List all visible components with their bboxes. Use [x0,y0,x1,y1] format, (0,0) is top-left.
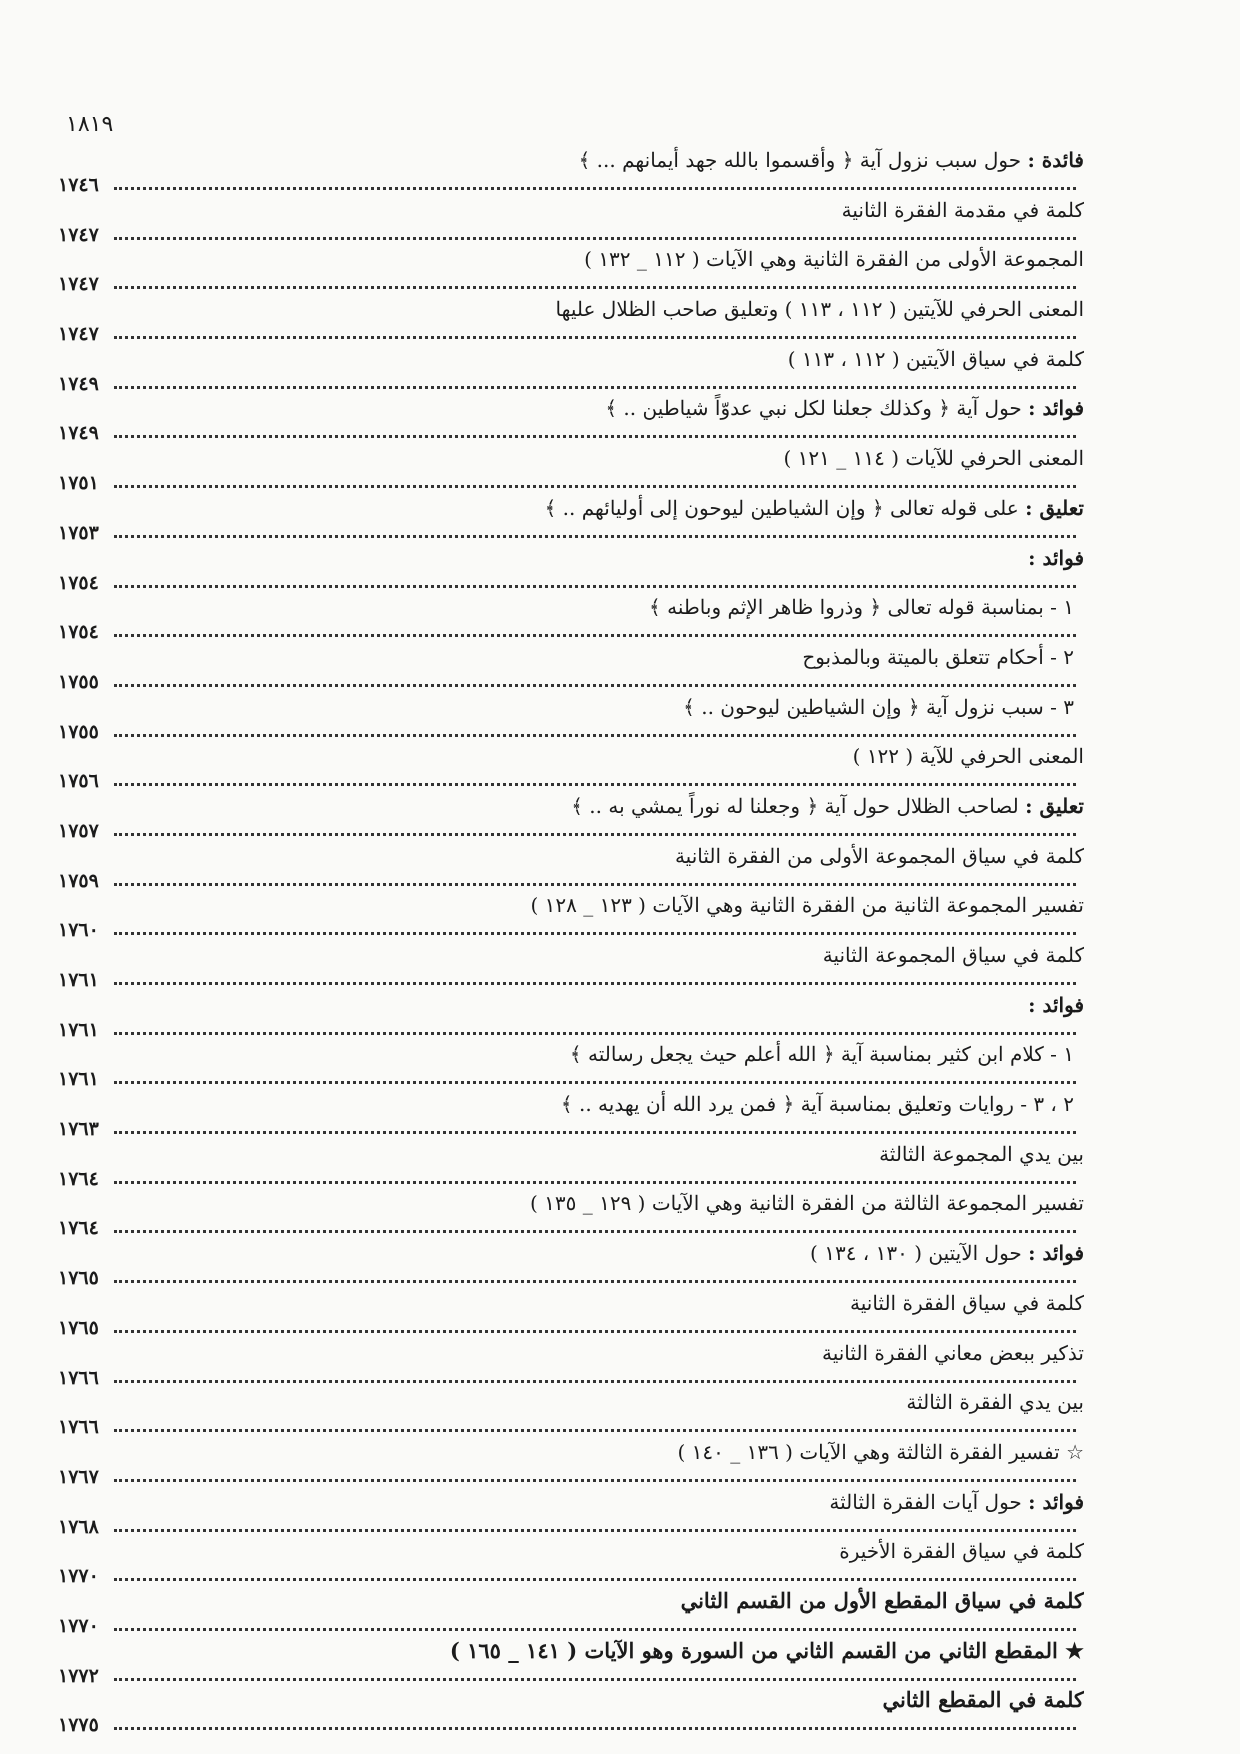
toc-entry [58,1686,1084,1736]
dot-leader [114,1081,1076,1084]
toc-entry-page-number: ١٧٦٤ [58,1167,99,1190]
toc-entry-title [58,1537,1084,1565]
toc-entry-leader [58,572,1084,594]
toc-entry-title [58,1686,1084,1714]
toc-entry [58,1438,1084,1488]
toc-entry-leader [58,224,1084,246]
dot-leader [114,237,1076,240]
toc-entry-page-number: ١٧٥٤ [58,621,99,644]
toc-entry-leader [58,1615,1084,1637]
toc-entry [58,693,1084,743]
dot-leader [114,1032,1076,1035]
toc-entry-text: ١ - كلام ابن كثير بمناسبة آية ﴿ الله أعلم حيث يجعل رسالته ﴾ [569,1042,1074,1067]
toc-entry-title [58,1140,1084,1168]
toc-entry-text: كلمة في سياق الفقرة الأخيرة [839,1539,1084,1564]
toc-entry-title [58,1637,1084,1665]
toc-entry-label: تعليق : [1025,495,1084,520]
toc-entry-leader [58,969,1084,991]
dot-leader [114,932,1076,935]
toc-entry-title [58,593,1074,621]
toc-entry-page-number: ١٧٧٢ [58,1664,99,1687]
dot-leader [114,187,1076,190]
toc-entry-page-number: ١٧٧٠ [58,1565,99,1588]
toc-entry-page-number: ١٧٥٣ [58,521,99,544]
toc-entry [58,345,1084,395]
toc-entry [58,792,1084,842]
toc-entry-text: المجموعة الأولى من الفقرة الثانية وهي الآيات ( ١١٢ _ ١٣٢ ) [584,247,1084,272]
toc-entry-title [58,1289,1084,1317]
toc-entry [58,842,1084,892]
toc-entry-page-number: ١٧٥١ [58,472,99,495]
toc-entry-title [58,544,1084,572]
toc-entry [58,245,1084,295]
dot-leader [114,634,1076,637]
toc-entry-text: بين يدي الفقرة الثالثة [906,1390,1084,1415]
dot-leader [114,1727,1076,1730]
toc-entry-page-number: ١٧٦٥ [58,1316,99,1339]
toc-entry-leader [58,1565,1084,1587]
toc-entry-text: تذكير ببعض معاني الفقرة الثانية [821,1340,1084,1365]
toc-entry [58,295,1084,345]
dot-leader [114,535,1076,538]
toc-entry-label: فوائد : [1028,992,1084,1017]
toc-entry-title [58,742,1084,770]
dot-leader [114,1529,1076,1532]
toc-entry-title [58,245,1084,273]
toc-entry-label: فائدة : [1027,148,1084,172]
toc-entry [58,1388,1084,1438]
toc-entry-label: تعليق : [1025,793,1084,818]
toc-entry-leader [58,870,1084,892]
toc-entry-text: تفسير المجموعة الثالثة من الفقرة الثانية وهي الآيات ( ١٢٩ _ ١٣٥ ) [529,1191,1084,1216]
toc-entry-title [58,1388,1084,1416]
toc-entry-leader [58,770,1084,792]
toc-entry [58,146,1084,196]
toc-entry-page-number: ١٧٤٩ [58,372,99,395]
toc-entry [58,196,1084,246]
toc-entry [58,1189,1084,1239]
toc-entry [58,1040,1084,1090]
dot-leader [114,883,1076,886]
toc-entry-leader [58,1665,1084,1687]
toc-entry-text: على قوله تعالى ﴿ وإن الشياطين ليوحون إلى أوليائهم .. ﴾ [544,495,1026,520]
toc-entry-page-number: ١٧٦١ [58,969,99,991]
toc-entry-page-number: ١٧٦٦ [58,1416,99,1439]
toc-entry-title [58,1090,1074,1118]
toc-entry-title [58,991,1084,1019]
toc-entry-page-number: ١٧٥٧ [58,819,99,842]
toc-entry-leader [58,1516,1084,1538]
toc-entry-text: ١ - بمناسبة قوله تعالى ﴿ وذروا ظاهر الإثم وباطنه ﴾ [649,595,1074,620]
toc-entry-page-number: ١٧٦٦ [58,1366,99,1389]
toc-entry-leader [58,1367,1084,1389]
toc-entry-title [58,1587,1084,1615]
toc-entry-title [58,146,1084,174]
toc-entry-leader [58,1217,1084,1239]
toc-entry-text: ٣ - سبب نزول آية ﴿ وإن الشياطين ليوحون .. ﴾ [683,694,1074,719]
toc-entry-text: كلمة في سياق الفقرة الثانية [850,1290,1084,1315]
toc-entry-text: ٢ - أحكام تتعلق بالميتة وبالمذبوح [802,644,1074,669]
toc-entry-leader [58,472,1084,494]
dot-leader [114,833,1076,836]
toc-entry [58,394,1084,444]
toc-entry-page-number: ١٧٧٠ [58,1614,99,1637]
dot-leader [114,1230,1076,1233]
toc-entry-leader [58,422,1084,444]
toc-entry-page-number: ١٧٤٧ [58,223,99,246]
toc-entry-leader [58,1416,1084,1438]
dot-leader [114,783,1076,786]
toc-entry-leader [58,1714,1084,1736]
toc-entry-label: فوائد : [1028,396,1084,421]
toc-entry-text: حول آيات الفقرة الثالثة [829,1489,1029,1514]
dot-leader [114,684,1076,687]
dot-leader [114,286,1076,289]
toc-entry [58,1637,1084,1687]
toc-entry [58,1239,1084,1289]
toc-entry [58,1537,1084,1587]
dot-leader [114,734,1076,737]
toc-entry-page-number: ١٧٦١ [58,1068,99,1091]
toc-entry-page-number: ١٧٦٧ [58,1465,99,1488]
toc-entry-text: كلمة في سياق المجموعة الثانية [822,943,1084,967]
toc-entry-page-number: ١٧٦٣ [58,1118,99,1141]
toc-entry-leader [58,373,1084,395]
toc-entry-title [58,394,1084,422]
toc-entry [58,1587,1084,1637]
dot-leader [114,1578,1076,1581]
toc-entry-title [58,1438,1084,1466]
toc-entry-page-number: ١٧٦١ [58,1018,99,1041]
toc-entry [58,1339,1084,1389]
dot-leader [114,1678,1076,1681]
toc-entry-page-number: ١٧٦٤ [58,1217,99,1240]
toc-entry-leader [58,721,1084,743]
toc-entry-leader [58,522,1084,544]
toc-entry-text: كلمة في المقطع الثاني [882,1687,1084,1713]
toc-entry-leader [58,1466,1084,1488]
toc-entry-title [58,842,1084,870]
toc-entry-leader [58,174,1084,196]
toc-entry-page-number: ١٧٦٨ [58,1515,99,1538]
toc-entry [58,891,1084,941]
toc-entry-leader [58,671,1084,693]
toc-entry-title [58,1189,1084,1217]
toc-entry-leader [58,919,1084,941]
dot-leader [114,1380,1076,1383]
toc-entry-leader [58,621,1084,643]
toc-entry-text: المعنى الحرفي للآيتين ( ١١٢ ، ١١٣ ) وتعليق صاحب الظلال عليها [555,297,1084,322]
toc-entry [58,1140,1084,1190]
dot-leader [114,1330,1076,1333]
dot-leader [114,1181,1076,1184]
dot-leader [114,435,1076,438]
toc-entry-title [58,196,1084,224]
toc-entry-text: بين يدي المجموعة الثالثة [879,1141,1084,1166]
toc-entry [58,643,1084,693]
toc-entry-title [58,693,1074,721]
toc-entry-text: حول الآيتين ( ١٣٠ ، ١٣٤ ) [810,1241,1029,1266]
toc-entry-page-number: ١٧٥٥ [58,670,99,693]
toc-entry-text: ٢ ، ٣ - روايات وتعليق بمناسبة آية ﴿ فمن يرد الله أن يهديه .. ﴾ [560,1092,1074,1117]
toc-entry-title [58,345,1084,373]
toc-entry-text: ★ المقطع الثاني من القسم الثاني من السورة وهو الآيات ( ١٤١ _ ١٦٥ ) [449,1637,1084,1663]
toc-entry [58,1289,1084,1339]
toc-entry-page-number: ١٧٦٥ [58,1267,99,1290]
toc-entry-text: المعنى الحرفي للآية ( ١٢٢ ) [852,744,1084,769]
toc-entry-page-number: ١٧٥٦ [58,770,99,793]
toc-entry-text: كلمة في سياق المجموعة الأولى من الفقرة الثانية [674,843,1084,868]
toc-entry-text: لصاحب الظلال حول آية ﴿ وجعلنا له نوراً يمشي به .. ﴾ [571,793,1026,818]
toc-entry [58,593,1084,643]
toc-entry-label: فوائد : [1028,1241,1084,1266]
toc-entry-text: المعنى الحرفي للآيات ( ١١٤ _ ١٢١ ) [783,446,1084,471]
toc-entry-text: كلمة في سياق المقطع الأول من القسم الثاني [680,1587,1084,1613]
toc-entry-title [58,1040,1074,1068]
toc-entry-title [58,494,1084,522]
toc-entry [58,444,1084,494]
dot-leader [114,1280,1076,1283]
toc-entry-title [58,295,1084,323]
toc-entry-page-number: ١٧٥٤ [58,571,99,594]
toc-entry-page-number: ١٧٤٦ [58,174,99,196]
toc-entry-title [58,941,1084,969]
toc-entry [58,544,1084,594]
toc-entry-title [58,444,1084,472]
toc-entry-text: كلمة في سياق الآيتين ( ١١٢ ، ١١٣ ) [787,346,1084,371]
toc-entry-leader [58,1019,1084,1041]
toc-entry-title [58,1239,1084,1267]
table-of-contents [58,146,1084,1736]
dot-leader [114,336,1076,339]
toc-entry [58,991,1084,1041]
toc-entry-leader [58,1317,1084,1339]
page-number: ١٨١٩ [66,112,114,137]
dot-leader [114,1479,1076,1482]
toc-entry [58,1488,1084,1538]
toc-entry-page-number: ١٧٤٧ [58,323,99,346]
dot-leader [114,386,1076,389]
toc-entry-page-number: ١٧٧٥ [58,1714,99,1737]
toc-entry-leader [58,1118,1084,1140]
toc-entry-page-number: ١٧٦٠ [58,919,99,942]
toc-entry-page-number: ١٧٤٩ [58,422,99,445]
toc-entry [58,1090,1084,1140]
dot-leader [114,485,1076,488]
toc-entry-leader [58,1068,1084,1090]
toc-entry-title [58,643,1074,671]
toc-entry-leader [58,323,1084,345]
toc-entry-text: تفسير المجموعة الثانية من الفقرة الثانية وهي الآيات ( ١٢٣ _ ١٢٨ ) [530,893,1084,918]
toc-entry-leader [58,820,1084,842]
toc-entry-page-number: ١٧٥٩ [58,869,99,892]
toc-entry [58,941,1084,991]
toc-entry-title [58,1488,1084,1516]
toc-entry-title [58,891,1084,919]
toc-entry-leader [58,273,1084,295]
dot-leader [114,1429,1076,1432]
dot-leader [114,585,1076,588]
dot-leader [114,982,1076,985]
toc-entry [58,742,1084,792]
toc-entry-page-number: ١٧٤٧ [58,273,99,296]
toc-entry-leader [58,1168,1084,1190]
dot-leader [114,1131,1076,1134]
toc-entry-text: كلمة في مقدمة الفقرة الثانية [841,197,1084,222]
dot-leader [114,1628,1076,1631]
toc-entry-text: حول سبب نزول آية ﴿ وأقسموا بالله جهد أيمانهم ... ﴾ [578,148,1028,172]
toc-entry-page-number: ١٧٥٥ [58,720,99,743]
toc-entry-text: ☆ تفسير الفقرة الثالثة وهي الآيات ( ١٣٦ _ ١٤٠ ) [677,1439,1084,1464]
toc-entry-leader [58,1267,1084,1289]
toc-entry-title [58,1339,1084,1367]
toc-entry-title [58,792,1084,820]
toc-entry-label: فوائد : [1028,1489,1084,1514]
toc-entry-label: فوائد : [1028,545,1084,570]
toc-entry [58,494,1084,544]
toc-entry-text: حول آية ﴿ وكذلك جعلنا لكل نبي عدوّاً شياطين .. ﴾ [605,396,1029,421]
